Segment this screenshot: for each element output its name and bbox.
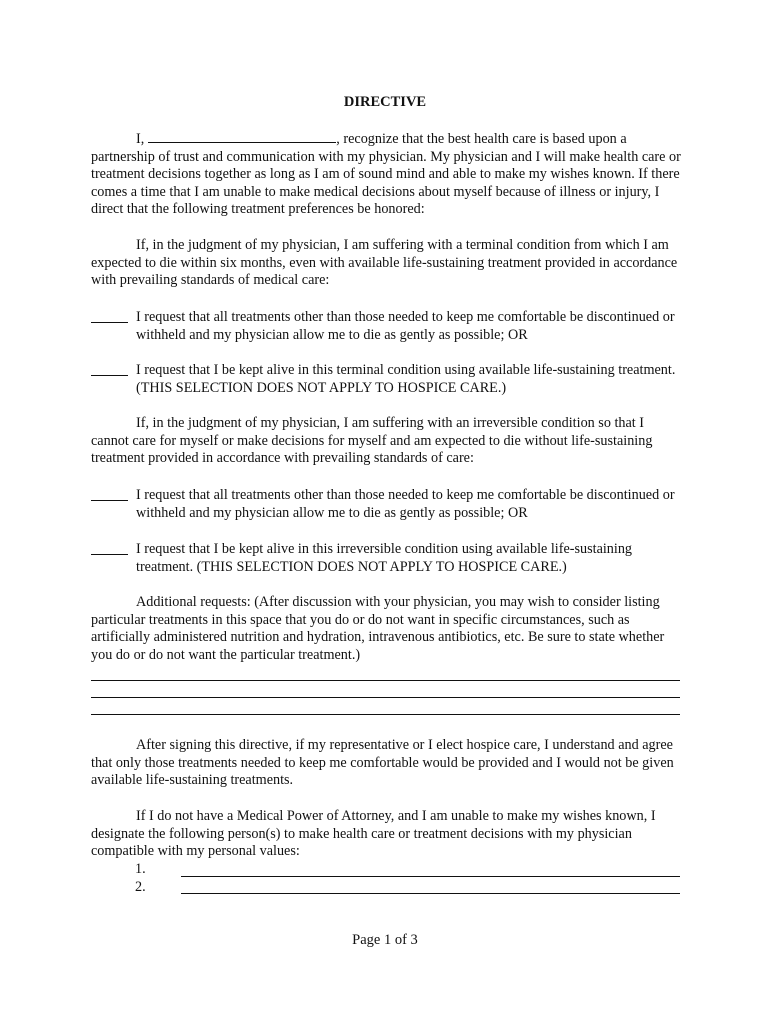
additional-requests-line-2[interactable] (91, 697, 680, 698)
page-number: Page 1 of 3 (352, 932, 418, 948)
intro-text: , recognize that the best health care is based upon a partnership of trust and communication with my physician. My physician and I will make health care or treatment decisions together as long as I am of sound mind and able to make my wishes known. If there comes a time that I am unable to make medical decisions about myself because of illness or injury, I direct that the following treatment preferences be honored: (91, 131, 681, 218)
irreversible-option-sustain-text: I request that I be kept alive in this irreversible condition using available life-sustaining treatment. (THIS SELECTION DOES NOT APPLY TO HOSPICE CARE.) (136, 541, 633, 575)
person-number-1: 1. (135, 861, 146, 877)
irreversible-option-withhold-text: I request that all treatments other than those needed to keep me comfortable be discontinued or withheld and my physician allow me to die as gently as possible; OR (136, 487, 675, 521)
terminal-option-withhold (91, 309, 681, 344)
terminal-option-sustain (91, 362, 681, 397)
irreversible-option-withhold (91, 487, 681, 522)
additional-requests-line-1[interactable] (91, 680, 680, 681)
terminal-condition-text: If, in the judgment of my physician, I am suffering with a terminal condition from which I am expected to die within six months, even with available life-sustaining treatment provided in accordance with prevailing standards of medical care: (91, 237, 678, 289)
terminal-option-sustain-text: I request that I be kept alive in this terminal condition using available life-sustaining treatment. (THIS SELECTION DOES NOT APPLY TO HOSPICE CARE.) (136, 362, 676, 396)
intro-prefix: I, (136, 131, 145, 147)
additional-requests-text: Additional requests: (After discussion with your physician, you may wish to consider listing particular treatments in this space that you do or do not want in specific circumstances, such as artificially administered nutrition and hydration, intravenous antibiotics, etc. Be sure to state whether you do or do not want the particular treatment.) (91, 594, 665, 663)
person-number-2: 2. (135, 879, 146, 895)
irreversible-option-withhold-blank[interactable] (91, 500, 128, 501)
irreversible-option-sustain (91, 541, 681, 576)
designate-paragraph (91, 808, 681, 861)
additional-requests-line-3[interactable] (91, 714, 680, 715)
terminal-condition-paragraph (91, 237, 681, 290)
name-blank-field[interactable] (148, 130, 336, 143)
hospice-paragraph (91, 737, 681, 790)
designate-text: If I do not have a Medical Power of Attorney, and I am unable to make my wishes known, I designate the following person(s) to make health care or treatment decisions with my physician compatible with my personal values: (91, 808, 656, 860)
irreversible-condition-text: If, in the judgment of my physician, I am suffering with an irreversible condition so that I cannot care for myself or make decisions for myself and am expected to die without life-sustaining treatment provided in accordance with prevailing standards of care: (91, 415, 653, 467)
terminal-option-withhold-text: I request that all treatments other than those needed to keep me comfortable be discontinued or withheld and my physician allow me to die as gently as possible; OR (136, 309, 675, 343)
intro-paragraph (91, 130, 681, 219)
page-title: DIRECTIVE (343, 94, 427, 110)
terminal-option-withhold-blank[interactable] (91, 322, 128, 323)
additional-requests-paragraph (91, 594, 681, 664)
terminal-option-sustain-blank[interactable] (91, 375, 128, 376)
person-line-2[interactable] (181, 893, 680, 894)
irreversible-option-sustain-blank[interactable] (91, 554, 128, 555)
person-line-1[interactable] (181, 876, 680, 877)
irreversible-condition-paragraph (91, 415, 681, 468)
hospice-text: After signing this directive, if my representative or I elect hospice care, I understand and agree that only those treatments needed to keep me comfortable would be provided and I would not be given available life-sustaining treatments. (91, 737, 674, 789)
